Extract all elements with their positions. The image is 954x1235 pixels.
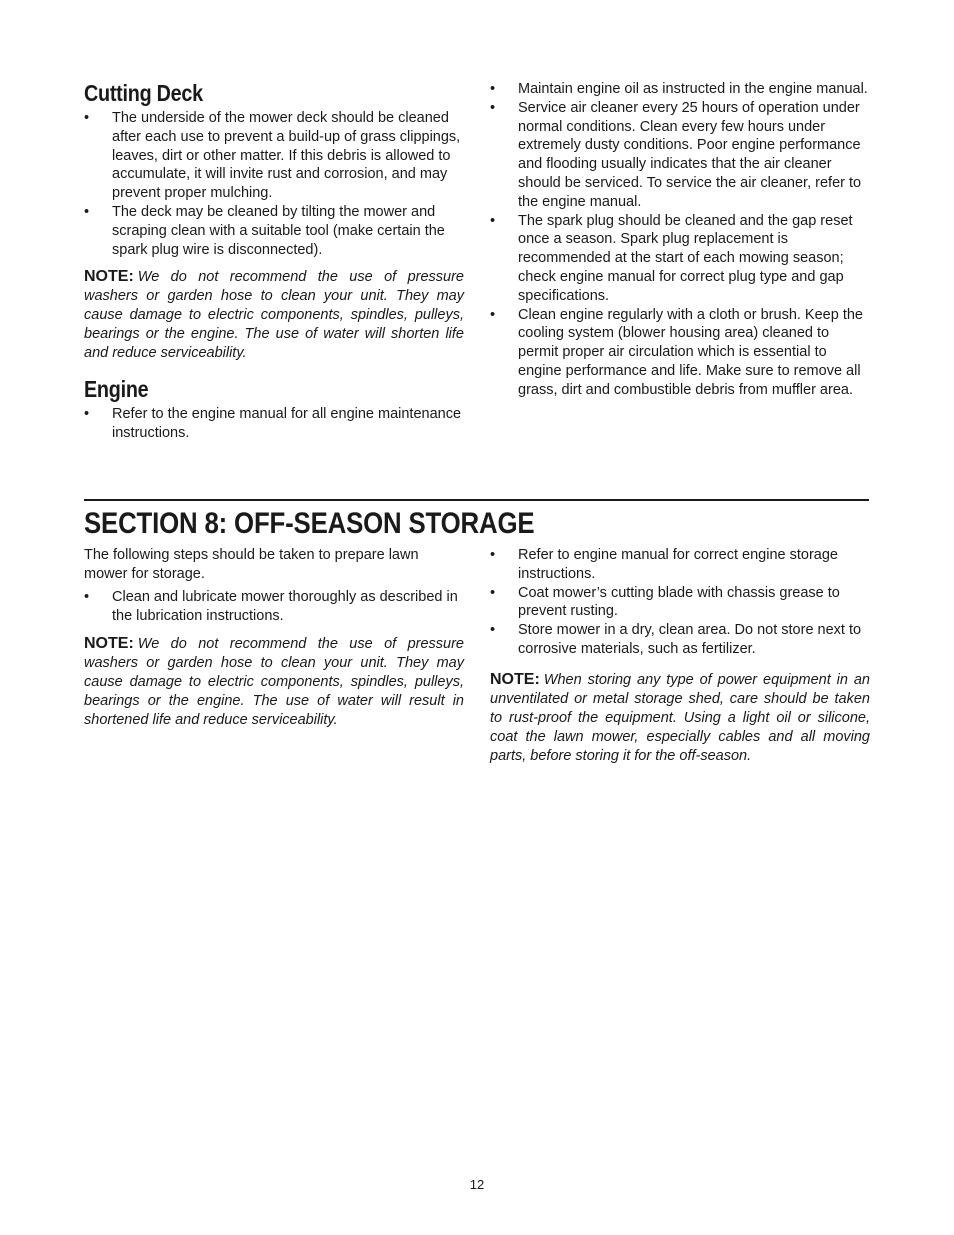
engine-list-right — [490, 80, 870, 400]
engine-list-right-column — [490, 80, 870, 400]
bullet: • — [84, 203, 90, 220]
bullet: • — [490, 547, 496, 563]
section-divider — [84, 499, 869, 501]
bullet: • — [84, 589, 90, 605]
list-item: • Maintain engine oil as instructed in the engine manual. — [490, 81, 868, 97]
bullet: • — [84, 110, 90, 126]
list-item: • Clean engine regularly with a cloth or brush. Keep the cooling system (blower housing area) cleaned to permit proper air circulation which is essential to engine performance and life. Make sure to remove all grass, dirt and combustible debris from muffler area. — [490, 306, 863, 398]
bullet: • — [490, 622, 496, 639]
storage-list-right — [490, 546, 870, 659]
list-item: • The spark plug should be cleaned and the gap reset once a season. Spark plug replacement is recommended at the start of each mowing season; check engine manual for correct plug type and gap specifications. — [490, 212, 853, 304]
storage-left-column — [84, 546, 464, 730]
cutting-deck-section — [84, 79, 464, 443]
bullet: • — [84, 406, 90, 423]
storage-note-1: NOTE: We do not recommend the use of pressure washers or garden hose to clean your unit. They may cause damage to electric components, spindles, pulleys, bearings or the engine. The use of water will result in shortened life and reduce serviceability. — [84, 634, 464, 728]
list-item: • Service air cleaner every 25 hours of operation under normal conditions. Clean every few hours under extremely dusty conditions. Poor engine performance and flooding usually indicates that the air cleaner should be serviced. To service the air cleaner, refer to the engine manual. — [490, 99, 862, 210]
list-item: • Refer to the engine manual for all engine maintenance instructions. — [84, 406, 462, 442]
bullet: • — [490, 81, 496, 97]
note-label: NOTE: — [84, 634, 134, 652]
list-item: • The underside of the mower deck should be cleaned after each use to prevent a build-up of grass clippings, leaves, dirt or other matter. If this debris is allowed to accumulate, it will invite rust and corrosion, and may prevent proper mulching. — [84, 110, 461, 202]
storage-note-2: NOTE: When storing any type of power equipment in an unventilated or metal storage shed, care should be taken to rust-proof the equipment. Using a light oil or silicone, coat the lawn mower, especially cables and all moving parts, before storing it for the off-season. — [490, 670, 870, 764]
list-item: • Store mower in a dry, clean area. Do not store next to corrosive materials, such as fertilizer. — [490, 622, 862, 657]
note-label: NOTE: — [84, 268, 134, 286]
bullet: • — [490, 306, 496, 323]
list-item: • The deck may be cleaned by tilting the mower and scraping clean with a suitable tool (make certain the spark plug wire is disconnected). — [84, 203, 445, 258]
list-item: • Clean and lubricate mower thoroughly as described in the lubrication instructions. — [84, 589, 458, 624]
cutting-deck-note: NOTE: We do not recommend the use of pressure washers or garden hose to clean your unit. They may cause damage to electric components, spindles, pulleys, bearings or the engine. The use of water will shorten life and reduce serviceability. — [84, 268, 464, 362]
engine-heading: Engine — [84, 376, 149, 403]
bullet: • — [490, 99, 496, 116]
bullet: • — [490, 584, 496, 601]
storage-intro: The following steps should be taken to prepare lawn mower for storage. — [84, 547, 419, 582]
cutting-deck-heading: Cutting Deck — [84, 80, 203, 106]
list-item: • Coat mower’s cutting blade with chassis grease to prevent rusting. — [490, 584, 840, 620]
note-label: NOTE: — [490, 670, 540, 688]
list-item: • Refer to engine manual for correct engine storage instructions. — [490, 547, 838, 582]
cutting-deck-list — [84, 109, 464, 259]
page-number: 12 — [469, 1177, 485, 1192]
engine-list-left — [84, 405, 464, 443]
storage-right-column — [490, 546, 870, 766]
bullet: • — [490, 212, 496, 229]
section-8-title: SECTION 8: OFF-SEASON STORAGE — [84, 507, 535, 540]
storage-list-left — [84, 588, 464, 626]
